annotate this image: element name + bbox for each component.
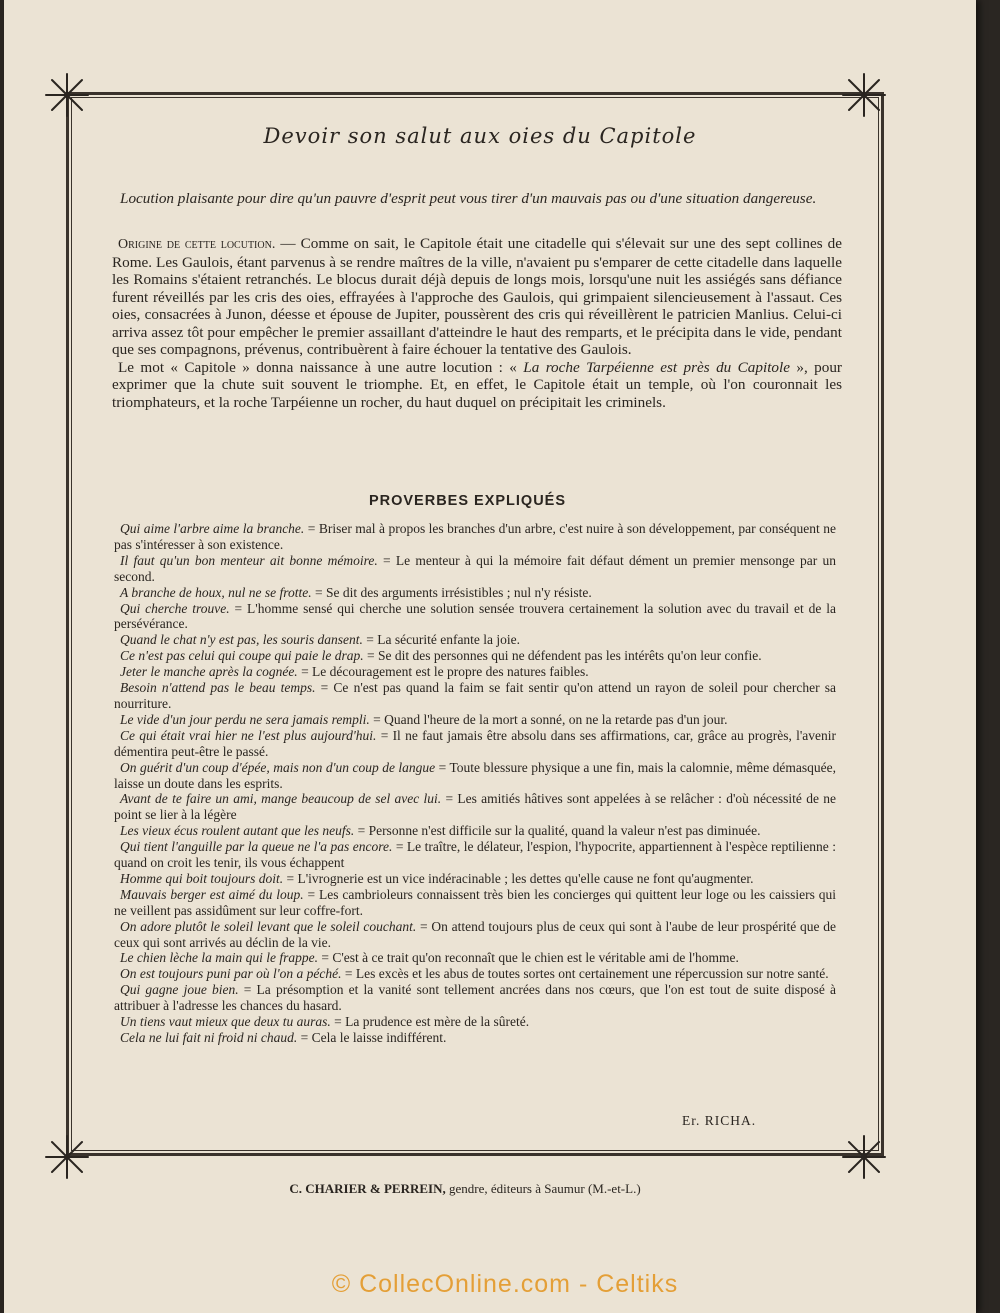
proverb-item [114, 585, 836, 601]
proverb-saying: Mauvais berger est aimé du loup. [120, 886, 304, 902]
proverb-saying: Les vieux écus roulent autant que les neufs. [120, 823, 355, 839]
proverb-saying: Cela ne lui fait ni froid ni chaud. [120, 1030, 298, 1045]
origin-section [112, 235, 842, 411]
proverb-saying: Qui tient l'anguille par la queue ne l'a pas encore. [120, 839, 393, 855]
proverb-item [114, 871, 836, 887]
proverb-meaning: = La présomption et la vanité sont tellement ancrées dans nos cœurs, que l'on est tout de suite disposé à attribuer à l'adresse les chances du hasard. [114, 982, 836, 1014]
proverb-item [114, 791, 836, 823]
proverb-meaning: = Les cambrioleurs connaissent très bien les concierges qui quittent leur loge ou les caissiers qui ne veillent pas assidûment sur leur coffre-fort. [114, 886, 836, 918]
proverb-item [114, 823, 836, 839]
proverb-meaning: = Il ne faut jamais être absolu dans ses affirmations, car, grâce au progrès, l'avenir démentira peut-être le passé. [114, 727, 836, 759]
proverb-item [114, 919, 836, 951]
proverb-saying: Ce n'est pas celui qui coupe qui paie le drap. [120, 648, 364, 664]
proverb-item [114, 601, 836, 633]
proverb-item [114, 1014, 836, 1030]
proverb-saying: On adore plutôt le soleil levant que le soleil couchant. [120, 918, 417, 934]
corner-ornament-icon [841, 1134, 887, 1180]
proverb-meaning: = Se dit des arguments irrésistibles ; nul n'y résiste. [311, 584, 592, 600]
proverb-meaning: = La sécurité enfante la joie. [362, 632, 521, 648]
proverb-meaning: = L'homme sensé qui cherche une solution sensée trouvera certainement la solution avec du travail et de la persévérance. [114, 600, 836, 632]
proverb-item [114, 632, 836, 648]
publisher-line [230, 1181, 700, 1197]
proverb-meaning: = Se dit des personnes qui ne défendent pas les intérêts qu'on leur confie. [363, 648, 762, 664]
proverb-saying: Jeter le manche après la cognée. [120, 664, 298, 680]
origin-p2-italic: La roche Tarpéienne est près du Capitole [523, 358, 790, 376]
corner-ornament-icon [44, 1134, 90, 1180]
origin-text: — Comme on sait, le Capitole était une citadelle qui s'élevait sur une des sept collines de Rome. Les Gaulois, étant parvenus à se rendre maîtres de la ville, n'avaient pu s'emparer de cette citadelle dans laquelle les Romains s'étaient retranchés. Le blocus durait déjà depuis de longs mois, lorsqu'une nuit les assiégés sans défiance furent réveillés par les cris des oies, effrayées à l'approche des Gaulois, qui grimpaient silencieusement à l'assaut. Ces oies, consacrées à Junon, déesse et épouse de Jupiter, poussèrent des cris qui réveillèrent le patricien Manlius. Celui-ci arriva assez tôt pour empêcher le premier assaillant d'atteindre le haut des remparts, et le précipita dans le vide, pendant que ses compagnons, prévenus, contribuèrent à faire échouer la tentative des Gaulois. [112, 235, 842, 358]
proverb-item [114, 648, 836, 664]
proverb-saying: On est toujours puni par où l'on a péché. [120, 966, 342, 982]
proverb-item [114, 521, 836, 553]
proverb-meaning: = On attend toujours plus de ceux qui sont à l'aube de leur prospérité que de ceux qui sont arrivés au déclin de la vie. [114, 918, 836, 950]
proverb-item [114, 982, 836, 1014]
author-signature: Er. RICHA. [682, 1113, 757, 1128]
origin-label: Origine de cette locution. [118, 237, 276, 252]
proverb-meaning: = Les amitiés hâtives sont appelées à se relâcher : d'où nécessité de ne point se lier à la légère [114, 791, 836, 823]
proverb-saying: On guérit d'un coup d'épée, mais non d'un coup de langue [120, 759, 436, 775]
proverb-saying: Qui cherche trouve. [120, 600, 230, 616]
proverb-meaning: = Le traître, le délateur, l'espion, l'hypocrite, appartiennent à l'espèce reptilienne : quand on croit les tenir, ils vous échappent [114, 839, 836, 871]
proverb-meaning: = Ce n'est pas quand la faim se fait sentir qu'on attend un rayon de soleil pour chercher sa nourriture. [114, 680, 836, 711]
proverb-meaning: = Cela le laisse indifférent. [297, 1030, 447, 1045]
proverb-item [114, 553, 836, 585]
corner-ornament-icon [44, 72, 90, 118]
proverb-item [114, 760, 836, 792]
origin-paragraph-2 [112, 359, 842, 412]
proverb-saying: Avant de te faire un ami, mange beaucoup de sel avec lui. [120, 791, 442, 807]
proverb-meaning: = Les excès et les abus de toutes sortes ont certainement une répercussion sur notre santé. [341, 966, 829, 982]
section-heading: PROVERBES EXPLIQUÉS [368, 493, 567, 509]
origin-p2-before: Le mot « Capitole » donna naissance à une autre locution : « [118, 358, 524, 376]
proverb-saying: Un tiens vaut mieux que deux tu auras. [120, 1014, 331, 1030]
proverb-saying: Quand le chat n'y est pas, les souris dansent. [120, 632, 363, 648]
proverb-meaning: = C'est à ce trait qu'on reconnaît que le chien est le véritable ami de l'homme. [317, 950, 739, 966]
proverb-saying: Qui aime l'arbre aime la branche. [120, 521, 305, 536]
proverb-saying: Qui gagne joue bien. [120, 982, 239, 998]
publisher-name: C. CHARIER & PERREIN, [289, 1181, 446, 1196]
proverb-saying: A branche de houx, nul ne se frotte. [120, 584, 312, 600]
proverb-meaning: = L'ivrognerie est un vice indéracinable ; les dettes qu'elle cause ne font qu'augmenter. [283, 870, 754, 886]
proverb-saying: Homme qui boit toujours doit. [120, 870, 284, 886]
proverb-meaning: = Toute blessure physique a une fin, mais la calomnie, même démasquée, laisse un doute dans les esprits. [114, 759, 837, 791]
publisher-details: gendre, éditeurs à Saumur (M.-et-L.) [445, 1181, 641, 1196]
origin-paragraph-1 [112, 235, 842, 359]
proverb-meaning: = Le menteur à qui la mémoire fait défaut dément un premier mensonge par un second. [114, 552, 836, 584]
proverb-item [114, 887, 836, 919]
proverb-saying: Ce qui était vrai hier ne l'est plus aujourd'hui. [120, 727, 377, 743]
proverb-meaning: = Quand l'heure de la mort a sonné, on ne la retarde pas d'un jour. [369, 711, 728, 727]
proverb-meaning: = Briser mal à propos les branches d'un arbre, c'est nuire à son développement, par conséquent ne pas s'intéresser à son existence. [114, 521, 836, 552]
page-title: Devoir son salut aux oies du Capitole [263, 124, 697, 148]
proverb-item [114, 712, 836, 728]
proverb-item [114, 680, 836, 712]
proverb-item [114, 1030, 836, 1046]
proverb-list [114, 521, 836, 1046]
intro-paragraph: Locution plaisante pour dire qu'un pauvre d'esprit peut vous tirer d'un mauvais pas ou d'une situation dangereuse. [120, 190, 817, 207]
proverb-item [114, 966, 836, 982]
proverb-meaning: = La prudence est mère de la sûreté. [330, 1014, 530, 1030]
proverb-item [114, 728, 836, 760]
watermark: © CollecOnline.com - Celtiks [331, 1270, 679, 1298]
proverb-saying: Le chien lèche la main qui le frappe. [120, 950, 318, 966]
proverb-meaning: = Le découragement est le propre des natures faibles. [297, 664, 589, 680]
proverb-item [114, 664, 836, 680]
proverb-saying: Besoin n'attend pas le beau temps. [120, 680, 316, 696]
corner-ornament-icon [841, 72, 887, 118]
proverb-saying: Le vide d'un jour perdu ne sera jamais rempli. [120, 711, 370, 727]
proverb-item [114, 839, 836, 871]
proverb-meaning: = Personne n'est difficile sur la qualité, quand la valeur n'est pas diminuée. [354, 823, 761, 839]
proverb-item [114, 950, 836, 966]
origin-p2-after: », pour exprimer que la chute suit souvent le triomphe. Et, en effet, le Capitole était un temple, où l'on couronnait les triomphateurs, et la roche Tarpéienne un rocher, du haut duquel on précipitait les criminels. [112, 358, 842, 411]
proverb-saying: Il faut qu'un bon menteur ait bonne mémoire. [120, 552, 378, 568]
